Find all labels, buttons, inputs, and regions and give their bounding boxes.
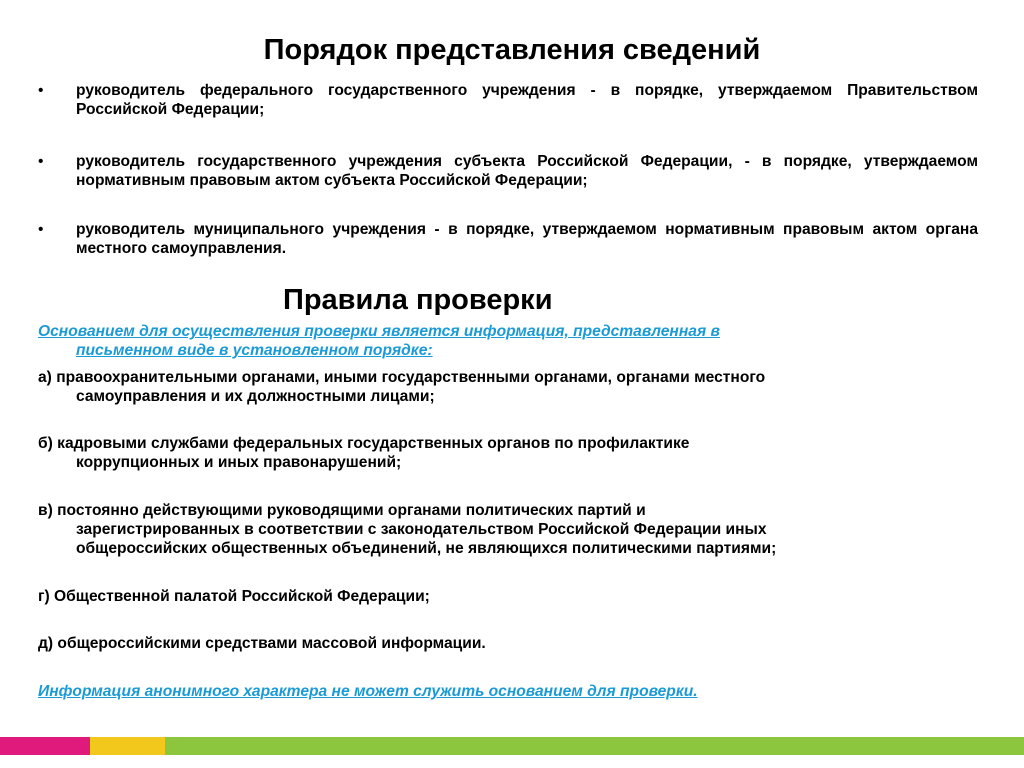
item-line-1: г) Общественной палатой Российской Федерации; [38,588,430,605]
source-item-d [38,587,988,606]
basis-line-1: Основанием для осуществления проверки является информация, представленная в [38,323,720,340]
list-item-text: руководитель государственного учреждения субъекта Российской Федерации, - в порядке, утверждаемом нормативным правовым актом субъекта Российской Федерации; [76,153,978,189]
source-item-e [38,634,988,653]
footer-bar-magenta [0,737,90,755]
list-item [38,81,978,119]
item-line-2: коррупционных и иных правонарушений; [76,454,402,471]
source-item-a [38,368,988,406]
section-title: Правила проверки [283,284,553,316]
basis-line-2: письменном виде в установленном порядке: [76,342,433,359]
item-line-1: в) постоянно действующими руководящими органами политических партий и [38,502,646,519]
item-line-2: зарегистрированных в соответствии с законодательством Российской Федерации иных [76,521,767,538]
anonymous-info-note-link[interactable]: Информация анонимного характера не может служить основанием для проверки. [38,683,698,700]
source-item-b [38,434,988,472]
source-item-c [38,501,988,558]
list-item [38,220,978,258]
item-line-1: а) правоохранительными органами, иными государственными органами, органами местного [38,369,766,386]
item-line-2: самоуправления и их должностными лицами; [76,388,435,405]
bullet-marker: • [38,221,44,238]
bullet-marker: • [38,153,44,170]
item-line-1: д) общероссийскими средствами массовой информации. [38,635,486,652]
page-title: Порядок представления сведений [263,34,761,66]
verification-basis-link[interactable] [38,322,978,360]
list-item-text: руководитель федерального государственного учреждения - в порядке, утверждаемом Правительством Российской Федерации; [76,82,978,118]
submission-order-list [38,81,978,258]
item-line-3: общероссийских общественных объединений, не являющихся политическими партиями; [76,540,777,557]
item-line-1: б) кадровыми службами федеральных государственных органов по профилактике [38,435,690,452]
list-item [38,152,978,190]
list-item-text: руководитель муниципального учреждения - в порядке, утверждаемом нормативным правовым актом органа местного самоуправления. [76,221,978,257]
footer-bar-green [165,737,1024,755]
footer-bar-yellow [90,737,165,755]
bullet-marker: • [38,82,44,99]
